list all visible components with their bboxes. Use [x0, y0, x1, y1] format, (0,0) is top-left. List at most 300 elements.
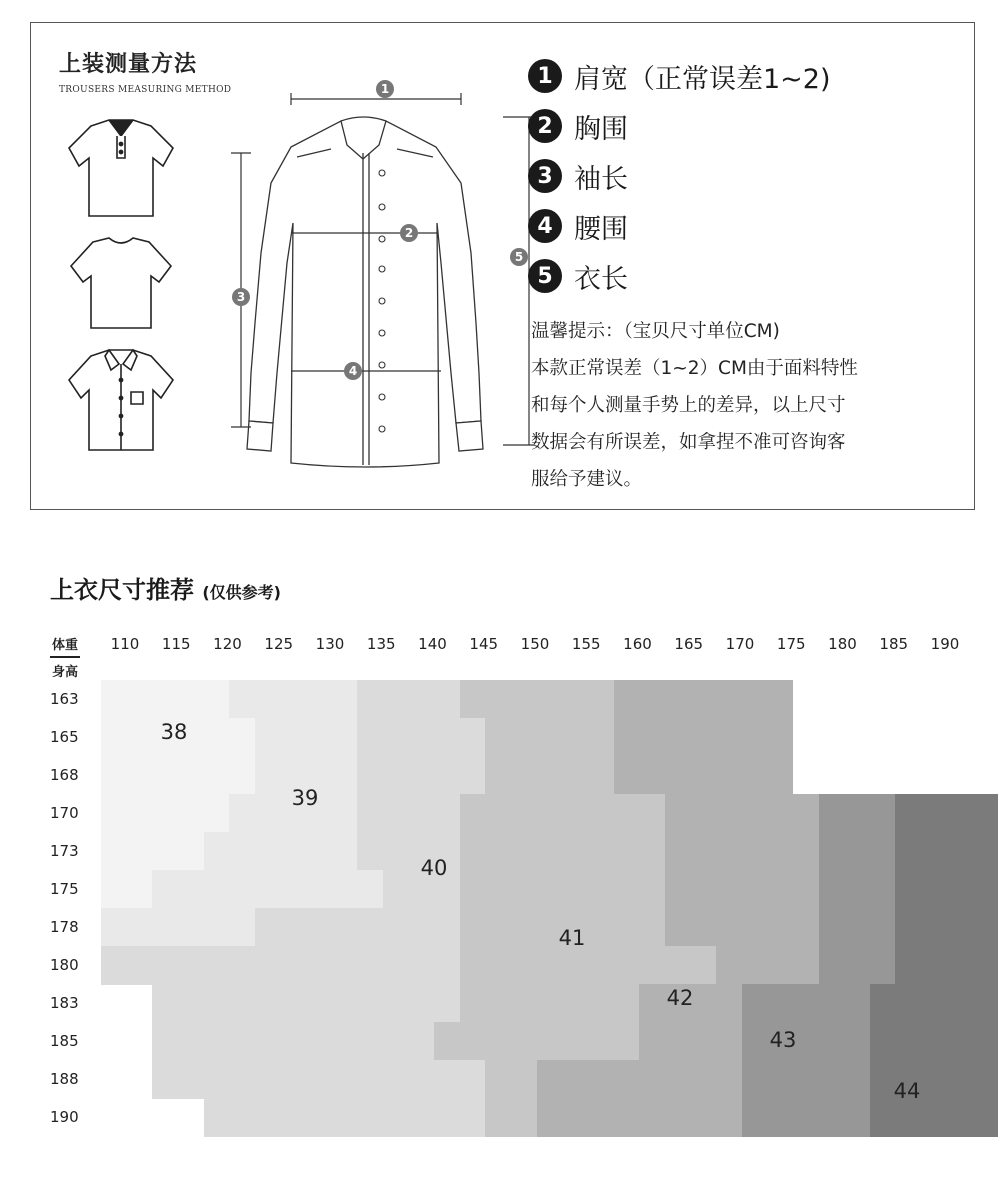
size-cell: [460, 908, 486, 947]
size-cell: [870, 1022, 896, 1061]
size-cell: [152, 908, 178, 947]
size-cell: [614, 946, 640, 985]
size-cell: [844, 946, 870, 985]
size-cell: [127, 718, 153, 757]
legend-item-chest: [528, 101, 831, 151]
size-cell: [460, 756, 486, 795]
size-cell: [870, 1098, 896, 1137]
size-cell: [127, 946, 153, 985]
size-cell: [434, 1060, 460, 1099]
size-cell: [588, 908, 614, 947]
size-cell: [229, 1022, 255, 1061]
size-cell: [127, 870, 153, 909]
size-cell: [229, 794, 255, 833]
size-cell: [614, 756, 640, 795]
size-cell: [280, 1022, 306, 1061]
size-cell: [665, 908, 691, 947]
size-cell: [870, 946, 896, 985]
tip-title: 温馨提示：（宝贝尺寸单位CM): [531, 321, 780, 342]
size-cell: [434, 908, 460, 947]
size-cell: [280, 1060, 306, 1099]
legend-item-waist: [528, 201, 831, 251]
weight-col-175: 175: [776, 635, 806, 653]
height-row-183: 183: [50, 994, 79, 1012]
size-cell: [767, 1060, 793, 1099]
tip-line: 本款正常误差（1~2）CM由于面料特性: [531, 358, 858, 379]
size-cell: [204, 718, 230, 757]
size-cell: [921, 832, 947, 871]
size-cell: [639, 1022, 665, 1061]
size-label-43: 43: [769, 1028, 797, 1052]
size-cell: [819, 1060, 845, 1099]
size-cell: [665, 794, 691, 833]
number-3-icon: 3: [528, 159, 562, 193]
size-cell: [844, 1098, 870, 1137]
height-row-178: 178: [50, 918, 79, 936]
size-cell: [255, 1098, 281, 1137]
size-cell: [127, 832, 153, 871]
size-cell: [434, 756, 460, 795]
size-cell: [485, 870, 511, 909]
size-cell: [562, 756, 588, 795]
size-cell: [870, 1060, 896, 1099]
size-cell: [947, 832, 973, 871]
measurement-legend: [528, 51, 831, 301]
size-cell: [767, 908, 793, 947]
size-cell: [383, 718, 409, 757]
size-cell: [767, 756, 793, 795]
size-cell: [690, 1060, 716, 1099]
size-cell: [485, 832, 511, 871]
size-cell: [255, 984, 281, 1023]
size-cell: [562, 946, 588, 985]
size-cell: [921, 946, 947, 985]
size-cell: [588, 984, 614, 1023]
size-cell: [537, 1060, 563, 1099]
size-cell: [485, 1022, 511, 1061]
size-cell: [767, 870, 793, 909]
size-cell: [972, 1098, 998, 1137]
size-cell: [485, 718, 511, 757]
size-cell: [537, 1022, 563, 1061]
size-cell: [947, 1098, 973, 1137]
size-cell: [793, 908, 819, 947]
size-cell: [947, 908, 973, 947]
height-row-165: 165: [50, 728, 79, 746]
size-cell: [383, 794, 409, 833]
size-cell: [511, 794, 537, 833]
size-cell: [742, 1060, 768, 1099]
size-cell: [639, 718, 665, 757]
size-cell: [767, 718, 793, 757]
size-cell: [434, 1098, 460, 1137]
size-cell: [537, 794, 563, 833]
size-label-39: 39: [291, 786, 319, 810]
size-cell: [357, 1060, 383, 1099]
polo-shirt-icon: [69, 120, 173, 216]
size-cell: [332, 794, 358, 833]
size-cell: [383, 1060, 409, 1099]
size-cell: [332, 908, 358, 947]
size-cell: [767, 946, 793, 985]
size-cell: [767, 680, 793, 719]
size-cell: [229, 908, 255, 947]
size-table-note: (仅供参考): [202, 583, 281, 602]
size-cell: [409, 984, 435, 1023]
height-row-163: 163: [50, 690, 79, 708]
size-cell: [127, 908, 153, 947]
size-cell: [306, 908, 332, 947]
size-cell: [511, 908, 537, 947]
size-cell: [690, 870, 716, 909]
size-cell: [819, 908, 845, 947]
size-cell: [485, 1098, 511, 1137]
size-cell: [511, 1060, 537, 1099]
legend-item-length: [528, 251, 831, 301]
size-cell: [357, 908, 383, 947]
size-cell: [742, 680, 768, 719]
size-cell: [562, 984, 588, 1023]
size-cell: [793, 870, 819, 909]
weight-col-170: 170: [725, 635, 755, 653]
size-cell: [229, 718, 255, 757]
size-cell: [332, 832, 358, 871]
size-cell: [306, 984, 332, 1023]
size-cell: [947, 1022, 973, 1061]
size-cell: [665, 680, 691, 719]
size-cell: [152, 794, 178, 833]
size-cell: [614, 1098, 640, 1137]
size-cell: [383, 680, 409, 719]
size-label-40: 40: [420, 856, 448, 880]
size-cell: [972, 794, 998, 833]
size-cell: [255, 1022, 281, 1061]
number-5-icon: 5: [528, 259, 562, 293]
size-cell: [306, 718, 332, 757]
height-row-175: 175: [50, 880, 79, 898]
size-cell: [716, 870, 742, 909]
size-cell: [639, 680, 665, 719]
weight-col-160: 160: [623, 635, 652, 653]
height-row-170: 170: [50, 804, 79, 822]
size-cell: [665, 1060, 691, 1099]
measurement-tip: [531, 313, 941, 498]
size-cell: [562, 794, 588, 833]
size-cell: [127, 680, 153, 719]
size-cell: [716, 832, 742, 871]
size-cell: [716, 718, 742, 757]
size-cell: [101, 718, 127, 757]
size-cell: [306, 832, 332, 871]
tip-line: 服给予建议。: [531, 469, 643, 490]
size-cell: [947, 946, 973, 985]
size-cell: [639, 832, 665, 871]
size-cell: [972, 946, 998, 985]
size-cell: [716, 794, 742, 833]
size-cell: [178, 1022, 204, 1061]
size-cell: [716, 946, 742, 985]
size-cell: [178, 832, 204, 871]
size-cell: [870, 908, 896, 947]
size-cell: [767, 1098, 793, 1137]
size-cell: [844, 908, 870, 947]
size-cell: [614, 794, 640, 833]
size-cell: [690, 718, 716, 757]
height-row-190: 190: [50, 1108, 79, 1126]
size-cell: [537, 1098, 563, 1137]
size-cell: [947, 870, 973, 909]
size-cell: [255, 832, 281, 871]
size-cell: [511, 1098, 537, 1137]
size-cell: [870, 984, 896, 1023]
size-cell: [101, 680, 127, 719]
size-cell: [409, 1098, 435, 1137]
size-cell: [742, 984, 768, 1023]
size-cell: [204, 984, 230, 1023]
weight-col-115: 115: [161, 635, 191, 653]
size-cell: [357, 718, 383, 757]
size-cell: [870, 870, 896, 909]
size-cell: [742, 1098, 768, 1137]
size-cell: [255, 756, 281, 795]
legend-label: 肩宽（正常误差1~2): [574, 63, 831, 95]
size-cell: [485, 908, 511, 947]
size-cell: [921, 984, 947, 1023]
size-cell: [972, 1022, 998, 1061]
size-cell: [511, 984, 537, 1023]
size-cell: [511, 680, 537, 719]
size-cell: [485, 680, 511, 719]
size-cell: [204, 908, 230, 947]
shirt-style-thumbnails: [61, 118, 181, 458]
size-cell: [255, 1060, 281, 1099]
size-cell: [101, 946, 127, 985]
size-cell: [639, 794, 665, 833]
size-cell: [614, 1060, 640, 1099]
size-cell: [614, 680, 640, 719]
size-cell: [485, 984, 511, 1023]
size-cell: [409, 756, 435, 795]
size-cell: [383, 946, 409, 985]
size-cell: [460, 718, 486, 757]
size-cell: [614, 908, 640, 947]
size-cell: [511, 1022, 537, 1061]
size-cell: [511, 946, 537, 985]
size-cell: [819, 1022, 845, 1061]
size-cell: [537, 832, 563, 871]
size-cell: [152, 832, 178, 871]
size-cell: [383, 870, 409, 909]
marker-3: 3: [236, 290, 246, 304]
size-cell: [332, 680, 358, 719]
size-cell: [383, 908, 409, 947]
legend-label: 衣长: [574, 263, 628, 295]
size-cell: [972, 908, 998, 947]
size-cell: [614, 870, 640, 909]
size-cell: [460, 946, 486, 985]
marker-1: 1: [380, 82, 390, 96]
size-cell: [152, 984, 178, 1023]
size-cell: [819, 1098, 845, 1137]
size-cell: [409, 908, 435, 947]
size-cell: [306, 946, 332, 985]
size-cell: [614, 832, 640, 871]
size-cell: [614, 718, 640, 757]
size-cell: [409, 1060, 435, 1099]
weight-col-110: 110: [110, 635, 140, 653]
size-cell: [716, 984, 742, 1023]
size-cell: [383, 832, 409, 871]
size-cell: [460, 1022, 486, 1061]
size-cell: [588, 718, 614, 757]
size-cell: [357, 946, 383, 985]
size-cell: [921, 1060, 947, 1099]
size-cell: [229, 1060, 255, 1099]
size-cell: [204, 680, 230, 719]
size-table-title: [50, 570, 281, 605]
size-cell: [716, 1022, 742, 1061]
size-cell: [895, 832, 921, 871]
size-cell: [588, 946, 614, 985]
size-cell: [767, 794, 793, 833]
size-cell: [204, 870, 230, 909]
size-cell: [870, 832, 896, 871]
size-cell: [357, 1022, 383, 1061]
size-cell: [665, 718, 691, 757]
size-cell: [204, 756, 230, 795]
legend-label: 袖长: [574, 163, 628, 195]
size-cell: [152, 946, 178, 985]
size-cell: [101, 870, 127, 909]
size-cell: [588, 1098, 614, 1137]
size-cell: [229, 756, 255, 795]
size-cell: [639, 756, 665, 795]
size-cell: [665, 1022, 691, 1061]
size-cell: [895, 946, 921, 985]
size-cell: [383, 1022, 409, 1061]
size-cell: [844, 1060, 870, 1099]
size-cell: [639, 870, 665, 909]
legend-item-sleeve: [528, 151, 831, 201]
size-cell: [280, 1098, 306, 1137]
size-cell: [947, 794, 973, 833]
size-cell: [895, 870, 921, 909]
size-cell: [204, 832, 230, 871]
size-cell: [357, 680, 383, 719]
marker-4: 4: [348, 364, 358, 378]
size-cell: [537, 946, 563, 985]
size-cell: [819, 870, 845, 909]
size-cell: [460, 870, 486, 909]
size-cell: [332, 984, 358, 1023]
size-cell: [434, 1022, 460, 1061]
size-cell: [280, 832, 306, 871]
weight-col-150: 150: [520, 635, 550, 653]
size-cell: [537, 984, 563, 1023]
size-cell: [204, 946, 230, 985]
size-cell: [639, 946, 665, 985]
size-cell: [716, 1060, 742, 1099]
size-cell: [972, 984, 998, 1023]
weight-col-120: 120: [213, 635, 242, 653]
size-cell: [511, 756, 537, 795]
guide-subtitle: TROUSERS MEASURING METHOD: [59, 85, 232, 95]
size-cell: [947, 1060, 973, 1099]
size-label-41: 41: [558, 926, 586, 950]
size-cell: [152, 756, 178, 795]
size-cell: [127, 794, 153, 833]
weight-col-185: 185: [879, 635, 909, 653]
size-cell: [357, 794, 383, 833]
size-cell: [152, 1060, 178, 1099]
size-cell: [793, 946, 819, 985]
size-cell: [921, 1022, 947, 1061]
size-cell: [204, 1060, 230, 1099]
size-cell: [229, 870, 255, 909]
shirt-measure-diagram: [201, 73, 524, 503]
legend-label: 腰围: [574, 213, 628, 245]
size-cell: [665, 756, 691, 795]
size-cell: [742, 718, 768, 757]
size-cell: [280, 908, 306, 947]
size-cell: [127, 756, 153, 795]
size-cell: [280, 870, 306, 909]
size-cell: [537, 718, 563, 757]
size-cell: [844, 870, 870, 909]
size-cell: [460, 794, 486, 833]
size-cell: [434, 794, 460, 833]
size-cell: [306, 1098, 332, 1137]
size-cell: [639, 1098, 665, 1137]
weight-col-165: 165: [674, 635, 704, 653]
size-cell: [844, 832, 870, 871]
size-cell: [332, 1060, 358, 1099]
size-cell: [588, 870, 614, 909]
size-cell: [280, 984, 306, 1023]
size-cell: [716, 756, 742, 795]
size-cell: [639, 1060, 665, 1099]
size-cell: [588, 680, 614, 719]
size-cell: [357, 984, 383, 1023]
size-cell: [434, 718, 460, 757]
size-cell: [255, 870, 281, 909]
size-cell: [357, 756, 383, 795]
header-divider: [50, 656, 80, 658]
size-cell: [588, 1022, 614, 1061]
size-cell: [511, 870, 537, 909]
size-cell: [178, 794, 204, 833]
size-cell: [460, 832, 486, 871]
size-cell: [793, 1060, 819, 1099]
size-cell: [819, 832, 845, 871]
size-cell: [280, 946, 306, 985]
size-cell: [665, 946, 691, 985]
size-cell: [255, 718, 281, 757]
size-cell: [409, 1022, 435, 1061]
height-row-185: 185: [50, 1032, 79, 1050]
marker-2: 2: [404, 226, 414, 240]
size-cell: [204, 1022, 230, 1061]
size-cell: [229, 946, 255, 985]
size-cell: [562, 832, 588, 871]
size-cell: [562, 718, 588, 757]
size-cell: [229, 680, 255, 719]
size-cell: [357, 1098, 383, 1137]
tshirt-icon: [71, 238, 171, 328]
size-cell: [793, 984, 819, 1023]
size-cell: [178, 984, 204, 1023]
height-header: 身高: [52, 665, 79, 680]
